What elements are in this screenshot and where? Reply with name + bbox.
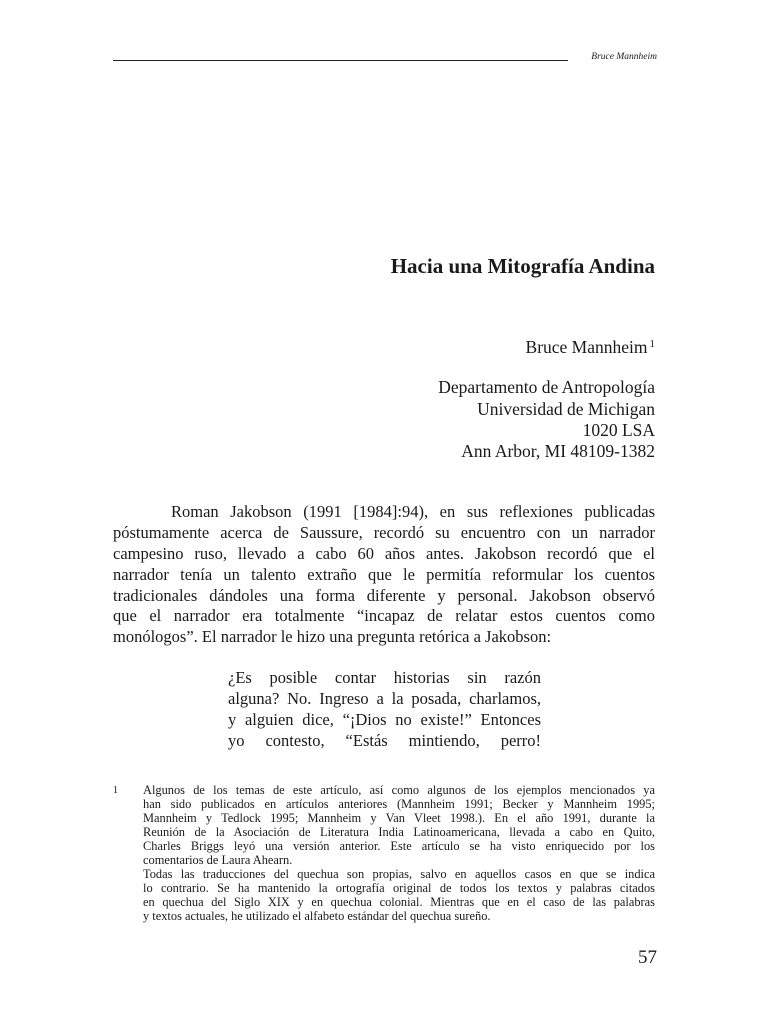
body-paragraph-line: tradicionales dándoles una forma diferente y personal. Jakobson observó (113, 586, 655, 605)
footnote-line: Reunión de la Asociación de Literatura India Latinoamericana, llevada a cabo en Quito, (143, 825, 655, 839)
page-number: 57 (638, 947, 657, 968)
footnote-line: y textos actuales, he utilizado el alfabeto estándar del quechua sureño. (143, 909, 491, 923)
header-rule (113, 60, 568, 61)
body-paragraph-line: póstumamente acerca de Saussure, recordó su encuentro con un narrador (113, 523, 655, 542)
body-paragraph-line: monólogos”. El narrador le hizo una pregunta retórica a Jakobson: (113, 627, 552, 646)
block-quote-line: yo contesto, “Estás mintiendo, perro! (228, 731, 541, 750)
footnote-line: han sido publicados en artículos anteriores (Mannheim 1991; Becker y Mannheim 1995; (143, 797, 655, 811)
affiliation-department: Departamento de Antropología (438, 377, 655, 397)
footnote-marker: 1 (113, 785, 118, 796)
affiliation-university: Universidad de Michigan (477, 399, 655, 419)
body-paragraph-line: que el narrador era totalmente “incapaz de relatar estos cuentos como (113, 606, 655, 625)
footnote-line: en quechua del Siglo XIX y en quechua colonial. Mientras que en el caso de las palabras (143, 895, 655, 909)
author-name-text: Bruce Mannheim (525, 337, 648, 357)
body-paragraph-line: Roman Jakobson (1991 [1984]:94), en sus reflexiones publicadas (171, 502, 655, 521)
footnote-line: comentarios de Laura Ahearn. (143, 853, 293, 867)
block-quote-line: y alguien dice, “¡Dios no existe!” Entonces (228, 710, 541, 729)
footnote-line: Algunos de los temas de este artículo, así como algunos de los ejemplos mencionados ya (143, 783, 655, 797)
footnote-reference[interactable]: 1 (649, 338, 655, 350)
affiliation-building: 1020 LSA (582, 420, 655, 440)
block-quote-line: ¿Es posible contar historias sin razón (228, 668, 541, 687)
body-paragraph-line: campesino ruso, llevado a cabo 60 años antes. Jakobson recordó que el (113, 544, 655, 563)
affiliation-address: Ann Arbor, MI 48109-1382 (461, 441, 655, 461)
article-title: Hacia una Mitografía Andina (390, 254, 655, 278)
footnote-line: Charles Briggs leyó una versión anterior. Este artículo se ha visto enriquecido por los (143, 839, 655, 853)
body-paragraph-line: narrador tenía un talento extraño que le permitía reformular los cuentos (113, 565, 655, 584)
author-name (526, 337, 655, 358)
footnote-line: lo contrario. Se ha mantenido la ortografía original de todos los textos y palabras citados (143, 881, 655, 895)
footnote-line: Todas las traducciones del quechua son propias, salvo en aquellos casos en que se indica (143, 867, 655, 881)
block-quote-line: alguna? No. Ingreso a la posada, charlamos, (228, 689, 541, 708)
running-head: Bruce Mannheim (591, 52, 657, 62)
footnote-line: Mannheim y Tedlock 1995; Mannheim y Van Vleet 1998.). En el año 1991, durante la (143, 811, 655, 825)
